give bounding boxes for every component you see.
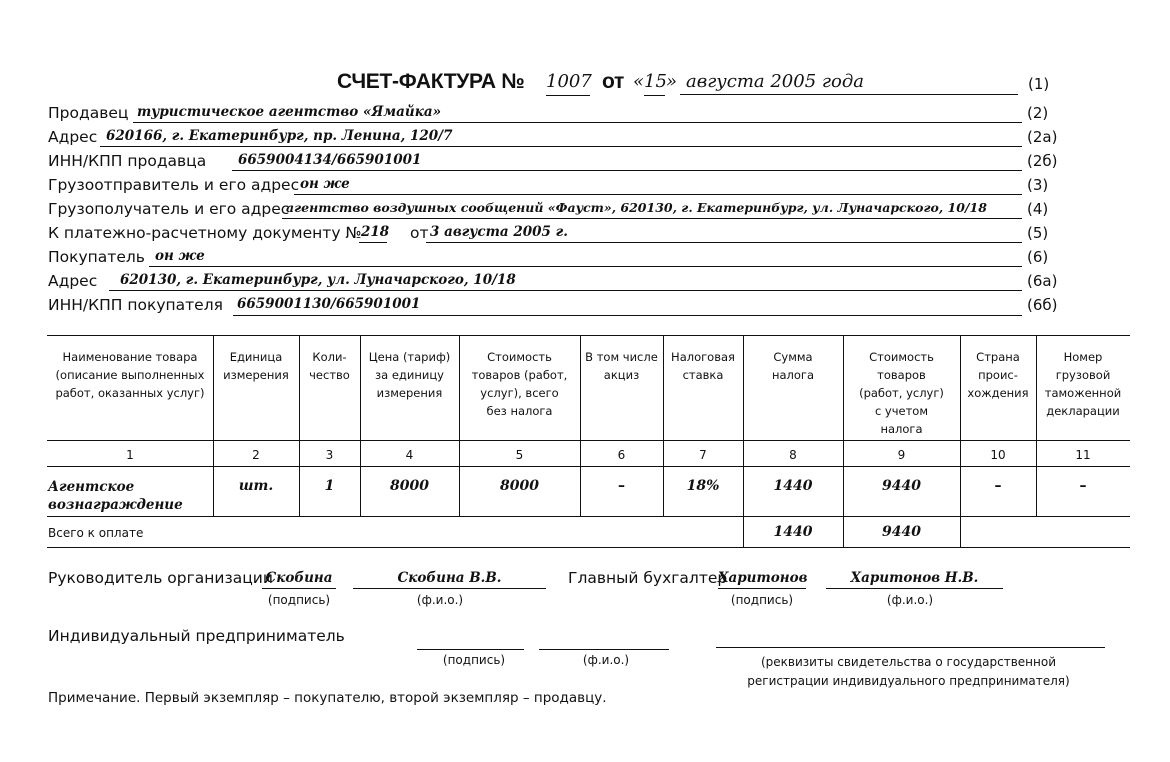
director-name-caption: (ф.и.о.) (416, 593, 464, 607)
payment-doc-date: 3 августа 2005 г. (426, 224, 1022, 243)
entrepreneur-label: Индивидуальный предприниматель (48, 627, 345, 645)
item-tax-rate: 18% (686, 478, 720, 494)
item-quantity: 1 (324, 478, 335, 494)
director-signature-caption: (подпись) (267, 593, 331, 607)
th-price: Цена (тариф) за единицу измерения (368, 350, 451, 400)
total-cost-with-tax: 9440 (882, 524, 921, 540)
invoice-month-year: августа 2005 года (680, 71, 1018, 95)
col-number: 2 (252, 448, 260, 462)
th-cost-without-tax: Стоимость товаров (работ, услуг), всего без налога (471, 350, 568, 418)
th-unit: Единица измерения (223, 350, 289, 382)
table-row-rule (47, 516, 1130, 517)
document-title: СЧЕТ-ФАКТУРА № (337, 70, 525, 93)
day-close-quote: » (666, 71, 678, 92)
col-number: 8 (789, 448, 797, 462)
row-code-6: (6) (1027, 248, 1049, 266)
row-code-6b: (6б) (1027, 296, 1058, 314)
director-name: Скобина В.В. (353, 570, 546, 589)
row-code-5: (5) (1027, 224, 1049, 242)
consignee-label: Грузополучатель и его адрес (48, 200, 290, 218)
th-quantity: Коли- чество (309, 350, 350, 382)
day-open-quote: « (633, 71, 645, 92)
item-tax-amount: 1440 (773, 478, 813, 494)
seller-value: туристическое агентство «Ямайка» (133, 104, 1022, 123)
registration-details-caption: (реквизиты свидетельства о государственной регистрации индивидуального предпринимателя) (747, 655, 1070, 688)
consignee-value: агентство воздушных сообщений «Фауст», 620130, г. Екатеринбург, ул. Луначарского, 10/18 (282, 200, 1022, 219)
seller-inn-label: ИНН/КПП продавца (48, 152, 207, 170)
seller-inn-value: 6659004134/665901001 (232, 152, 1022, 171)
item-cost-with-tax: 9440 (882, 478, 921, 494)
row-code-3: (3) (1027, 176, 1049, 194)
table-header-rule (47, 440, 1130, 441)
col-number: 9 (897, 448, 906, 462)
col-number: 5 (515, 448, 524, 462)
item-price: 8000 (390, 478, 429, 494)
buyer-inn-label: ИНН/КПП покупателя (48, 296, 223, 314)
from-label: от (602, 70, 624, 93)
item-country: – (994, 478, 1002, 494)
th-cost-with-tax: Стоимость товаров (работ, услуг) с учетом налога (859, 350, 944, 436)
th-tax-rate: Налоговая ставка (671, 350, 735, 382)
col-number: 4 (405, 448, 414, 462)
total-label: Всего к оплате (48, 526, 144, 540)
item-name: Агентское вознаграждение (48, 479, 183, 513)
th-excise: В том числе акциз (585, 350, 658, 382)
table-top-rule (47, 335, 1130, 336)
row-code-2: (2) (1027, 104, 1049, 122)
invoice-day: 15 (644, 71, 665, 96)
item-cost-without-tax: 8000 (500, 478, 539, 494)
row-code-4: (4) (1027, 200, 1049, 218)
row-code-6a: (6а) (1027, 272, 1058, 290)
registration-details-line (716, 628, 1105, 648)
invoice-number: 1007 (546, 71, 590, 96)
payment-doc-number: 218 (359, 224, 387, 243)
accountant-name: Харитонов Н.В. (826, 570, 1003, 589)
entrepreneur-signature-caption: (подпись) (442, 653, 506, 667)
accountant-name-caption: (ф.и.о.) (886, 593, 934, 607)
director-signature: Скобина (262, 570, 336, 589)
seller-address-value: 620166, г. Екатеринбург, пр. Ленина, 120/7 (100, 128, 1022, 147)
th-customs-declaration: Номер грузовой таможенной декларации (1044, 350, 1122, 418)
item-excise: – (618, 478, 625, 494)
row-code-2a: (2а) (1027, 128, 1058, 146)
buyer-address-value: 620130, г. Екатеринбург, ул. Луначарского, 10/18 (109, 272, 1022, 291)
row-code-2b: (2б) (1027, 152, 1058, 170)
row-code-1: (1) (1028, 75, 1050, 93)
col-number: 1 (126, 448, 134, 462)
shipper-value: он же (294, 176, 1022, 195)
buyer-inn-value: 6659001130/665901001 (233, 296, 1022, 316)
th-country: Страна проис- хождения (967, 350, 1029, 400)
item-unit: шт. (238, 478, 274, 494)
entrepreneur-signature (417, 630, 524, 650)
payment-doc-from-label: от (410, 224, 429, 242)
payment-doc-label: К платежно-расчетному документу № (48, 224, 362, 242)
table-bottom-rule (47, 547, 1130, 548)
col-number: 11 (1075, 448, 1091, 462)
seller-label: Продавец (48, 104, 129, 122)
entrepreneur-name (539, 630, 669, 650)
entrepreneur-name-caption: (ф.и.о.) (582, 653, 630, 667)
buyer-label: Покупатель (48, 248, 145, 266)
item-customs-declaration: – (1079, 478, 1087, 494)
col-number: 3 (325, 448, 334, 462)
col-number: 6 (617, 448, 626, 462)
seller-address-label: Адрес (48, 128, 98, 146)
accountant-signature: Харитонов (718, 570, 806, 589)
buyer-address-label: Адрес (48, 272, 98, 290)
col-number: 10 (990, 448, 1006, 462)
shipper-label: Грузоотправитель и его адрес (48, 176, 300, 194)
director-label: Руководитель организации (48, 569, 273, 587)
accountant-signature-caption: (подпись) (730, 593, 794, 607)
total-tax-amount: 1440 (773, 524, 813, 540)
footnote: Примечание. Первый экземпляр – покупателю, второй экземпляр – продавцу. (48, 690, 607, 706)
accountant-label: Главный бухгалтер (568, 569, 728, 587)
buyer-value: он же (149, 248, 1022, 267)
th-tax-amount: Сумма налога (771, 350, 815, 382)
th-product-name: Наименование товара (описание выполненных работ, оказанных услуг) (55, 350, 205, 400)
table-numbers-rule (47, 466, 1130, 467)
col-number: 7 (699, 448, 707, 462)
